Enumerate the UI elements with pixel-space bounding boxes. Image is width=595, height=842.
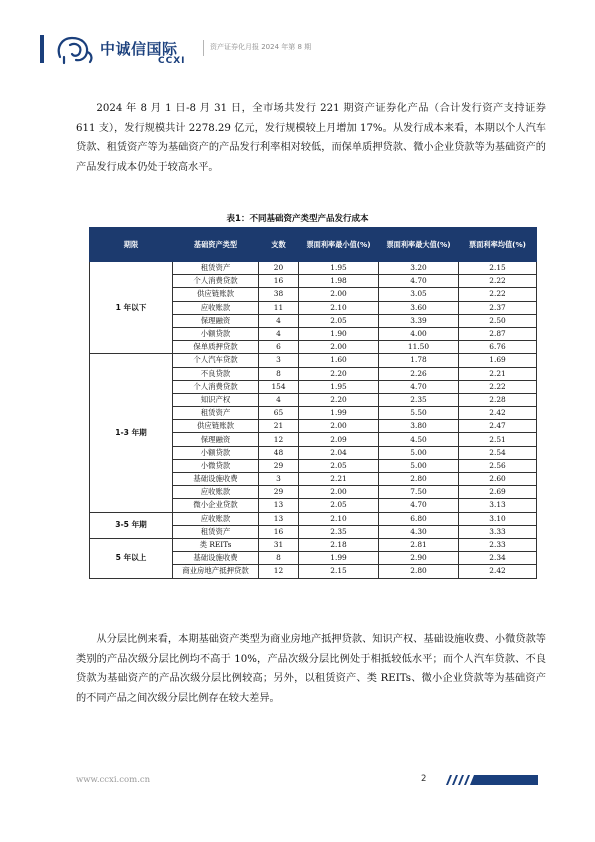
period-cell: 5 年以上 <box>90 538 173 578</box>
rate-avg-cell: 2.28 <box>459 393 537 406</box>
rate-avg-cell: 2.22 <box>459 275 537 288</box>
count-cell: 16 <box>259 525 299 538</box>
rate-max-cell: 2.90 <box>379 552 459 565</box>
count-cell: 154 <box>259 380 299 393</box>
asset-type-cell: 租赁资产 <box>173 262 259 275</box>
col-header-asset-type: 基础资产类型 <box>173 228 259 262</box>
rate-min-cell: 1.98 <box>299 275 379 288</box>
period-cell: 1 年以下 <box>90 262 173 354</box>
intro-paragraph: 2024 年 8 月 1 日-8 月 31 日，全市场共发行 221 期资产证券化产品（合计发行资产支持证券 611 支），发行规模共计 2278.29 亿元，发行规模较上月增加 17%。从发行成本来看，本期以个人汽车贷款、租赁资产等为基础资产的产品发行利率相对较低，而保单质押贷款、微小企业贷款等为基础资产的产品发行成本仍处于较高水平。 <box>76 103 546 173</box>
rate-max-cell: 4.70 <box>379 380 459 393</box>
count-cell: 48 <box>259 446 299 459</box>
rate-max-cell: 5.00 <box>379 459 459 472</box>
tranche-paragraph: 从分层比例来看，本期基础资产类型为商业房地产抵押贷款、知识产权、基础设施收费、小微贷款等类别的产品次级分层比例均不高于 10%，产品次级分层比例处于相抵较低水平；而个人汽车贷款、不良贷款为基础资产的产品次级分层比例较高；另外，以租赁资产、类 REITs、微小企业贷款等为基础资产的不同产品之间次级分层比例存在较大差异。 <box>76 634 546 704</box>
rate-avg-cell: 6.76 <box>459 341 537 354</box>
count-cell: 21 <box>259 420 299 433</box>
rate-avg-cell: 2.56 <box>459 459 537 472</box>
count-cell: 4 <box>259 393 299 406</box>
rate-max-cell: 6.80 <box>379 512 459 525</box>
rate-avg-cell: 2.42 <box>459 565 537 578</box>
table-row <box>90 354 537 367</box>
rate-max-cell: 1.78 <box>379 354 459 367</box>
asset-type-cell: 应收账款 <box>173 512 259 525</box>
rate-max-cell: 3.05 <box>379 288 459 301</box>
rate-max-cell: 2.80 <box>379 565 459 578</box>
asset-type-cell: 供应链账款 <box>173 420 259 433</box>
rate-max-cell: 3.39 <box>379 314 459 327</box>
asset-type-cell: 小额贷款 <box>173 446 259 459</box>
count-cell: 8 <box>259 552 299 565</box>
rate-avg-cell: 2.42 <box>459 407 537 420</box>
rate-min-cell: 2.20 <box>299 367 379 380</box>
count-cell: 3 <box>259 473 299 486</box>
rate-min-cell: 2.00 <box>299 486 379 499</box>
count-cell: 65 <box>259 407 299 420</box>
rate-min-cell: 1.95 <box>299 262 379 275</box>
rate-max-cell: 11.50 <box>379 341 459 354</box>
asset-type-cell: 租赁资产 <box>173 525 259 538</box>
col-header-rate-min: 票面利率最小值(%) <box>299 228 379 262</box>
rate-max-cell: 4.70 <box>379 275 459 288</box>
count-cell: 4 <box>259 327 299 340</box>
table-header-row <box>90 228 537 262</box>
rate-min-cell: 1.99 <box>299 552 379 565</box>
rate-min-cell: 2.04 <box>299 446 379 459</box>
asset-type-cell: 基础设施收费 <box>173 473 259 486</box>
table-caption: 表1：不同基础资产类型产品发行成本 <box>226 214 369 224</box>
asset-type-cell: 个人消费贷款 <box>173 275 259 288</box>
rate-avg-cell: 3.13 <box>459 499 537 512</box>
rate-avg-cell: 2.22 <box>459 288 537 301</box>
rate-min-cell: 1.95 <box>299 380 379 393</box>
footer-stripes-icon <box>442 775 538 785</box>
rate-min-cell: 2.21 <box>299 473 379 486</box>
rate-max-cell: 2.81 <box>379 538 459 551</box>
rate-avg-cell: 3.10 <box>459 512 537 525</box>
rate-min-cell: 2.20 <box>299 393 379 406</box>
table-body <box>90 262 537 579</box>
count-cell: 16 <box>259 275 299 288</box>
count-cell: 8 <box>259 367 299 380</box>
asset-type-cell: 保理融资 <box>173 433 259 446</box>
rate-max-cell: 2.80 <box>379 473 459 486</box>
count-cell: 11 <box>259 301 299 314</box>
rate-avg-cell: 2.51 <box>459 433 537 446</box>
rate-min-cell: 2.00 <box>299 420 379 433</box>
rate-avg-cell: 2.15 <box>459 262 537 275</box>
rate-min-cell: 2.35 <box>299 525 379 538</box>
asset-type-cell: 小微贷款 <box>173 459 259 472</box>
report-title: 资产证券化月报 2024 年第 8 期 <box>210 43 312 51</box>
header-accent-bar <box>40 35 44 63</box>
rate-min-cell: 1.90 <box>299 327 379 340</box>
asset-type-cell: 应收账款 <box>173 486 259 499</box>
asset-type-cell: 商业房地产抵押贷款 <box>173 565 259 578</box>
asset-type-cell: 租赁资产 <box>173 407 259 420</box>
count-cell: 12 <box>259 433 299 446</box>
asset-type-cell: 保单质押贷款 <box>173 341 259 354</box>
count-cell: 13 <box>259 499 299 512</box>
logo-text-en: CCXI <box>158 56 186 66</box>
count-cell: 4 <box>259 314 299 327</box>
count-cell: 20 <box>259 262 299 275</box>
rate-min-cell: 1.60 <box>299 354 379 367</box>
rate-avg-cell: 1.69 <box>459 354 537 367</box>
rate-min-cell: 2.18 <box>299 538 379 551</box>
rate-max-cell: 4.30 <box>379 525 459 538</box>
rate-max-cell: 4.50 <box>379 433 459 446</box>
rate-max-cell: 3.80 <box>379 420 459 433</box>
count-cell: 31 <box>259 538 299 551</box>
count-cell: 29 <box>259 459 299 472</box>
rate-max-cell: 2.26 <box>379 367 459 380</box>
col-header-period: 期限 <box>90 228 173 262</box>
count-cell: 13 <box>259 512 299 525</box>
rate-max-cell: 2.35 <box>379 393 459 406</box>
period-cell: 1-3 年期 <box>90 354 173 512</box>
rate-avg-cell: 3.33 <box>459 525 537 538</box>
rate-avg-cell: 2.33 <box>459 538 537 551</box>
rate-avg-cell: 2.87 <box>459 327 537 340</box>
table-row <box>90 512 537 525</box>
rate-max-cell: 4.00 <box>379 327 459 340</box>
footer-url: www.ccxi.com.cn <box>76 775 151 785</box>
asset-type-cell: 保理融资 <box>173 314 259 327</box>
rate-min-cell: 2.15 <box>299 565 379 578</box>
col-header-rate-avg: 票面利率均值(%) <box>459 228 537 262</box>
asset-type-cell: 知识产权 <box>173 393 259 406</box>
rate-min-cell: 2.10 <box>299 301 379 314</box>
rate-min-cell: 2.05 <box>299 459 379 472</box>
rate-avg-cell: 2.69 <box>459 486 537 499</box>
asset-type-cell: 小额贷款 <box>173 327 259 340</box>
table-row <box>90 538 537 551</box>
rate-max-cell: 5.50 <box>379 407 459 420</box>
asset-type-cell: 类 REITs <box>173 538 259 551</box>
asset-type-cell: 基础设施收费 <box>173 552 259 565</box>
header-separator <box>203 40 204 56</box>
rate-min-cell: 1.99 <box>299 407 379 420</box>
asset-type-cell: 个人消费贷款 <box>173 380 259 393</box>
asset-type-cell: 应收账款 <box>173 301 259 314</box>
rate-avg-cell: 2.60 <box>459 473 537 486</box>
col-header-rate-max: 票面利率最大值(%) <box>379 228 459 262</box>
rate-avg-cell: 2.50 <box>459 314 537 327</box>
elephant-logo-icon <box>54 33 98 67</box>
asset-type-cell: 供应链账款 <box>173 288 259 301</box>
rate-avg-cell: 2.21 <box>459 367 537 380</box>
issuance-cost-table <box>89 227 537 579</box>
rate-avg-cell: 2.54 <box>459 446 537 459</box>
period-cell: 3-5 年期 <box>90 512 173 538</box>
rate-min-cell: 2.00 <box>299 288 379 301</box>
rate-max-cell: 3.60 <box>379 301 459 314</box>
count-cell: 6 <box>259 341 299 354</box>
rate-min-cell: 2.00 <box>299 341 379 354</box>
count-cell: 12 <box>259 565 299 578</box>
rate-max-cell: 4.70 <box>379 499 459 512</box>
rate-min-cell: 2.09 <box>299 433 379 446</box>
table-row <box>90 262 537 275</box>
rate-min-cell: 2.10 <box>299 512 379 525</box>
asset-type-cell: 不良贷款 <box>173 367 259 380</box>
rate-avg-cell: 2.47 <box>459 420 537 433</box>
asset-type-cell: 微小企业贷款 <box>173 499 259 512</box>
count-cell: 3 <box>259 354 299 367</box>
rate-avg-cell: 2.22 <box>459 380 537 393</box>
count-cell: 38 <box>259 288 299 301</box>
rate-avg-cell: 2.34 <box>459 552 537 565</box>
rate-max-cell: 7.50 <box>379 486 459 499</box>
logo-text-cn: 中诚信国际 <box>100 40 178 58</box>
rate-max-cell: 5.00 <box>379 446 459 459</box>
rate-min-cell: 2.05 <box>299 314 379 327</box>
count-cell: 29 <box>259 486 299 499</box>
col-header-count: 支数 <box>259 228 299 262</box>
rate-min-cell: 2.05 <box>299 499 379 512</box>
rate-avg-cell: 2.37 <box>459 301 537 314</box>
rate-max-cell: 3.20 <box>379 262 459 275</box>
company-logo <box>54 33 204 67</box>
page-number: 2 <box>421 774 427 784</box>
asset-type-cell: 个人汽车贷款 <box>173 354 259 367</box>
